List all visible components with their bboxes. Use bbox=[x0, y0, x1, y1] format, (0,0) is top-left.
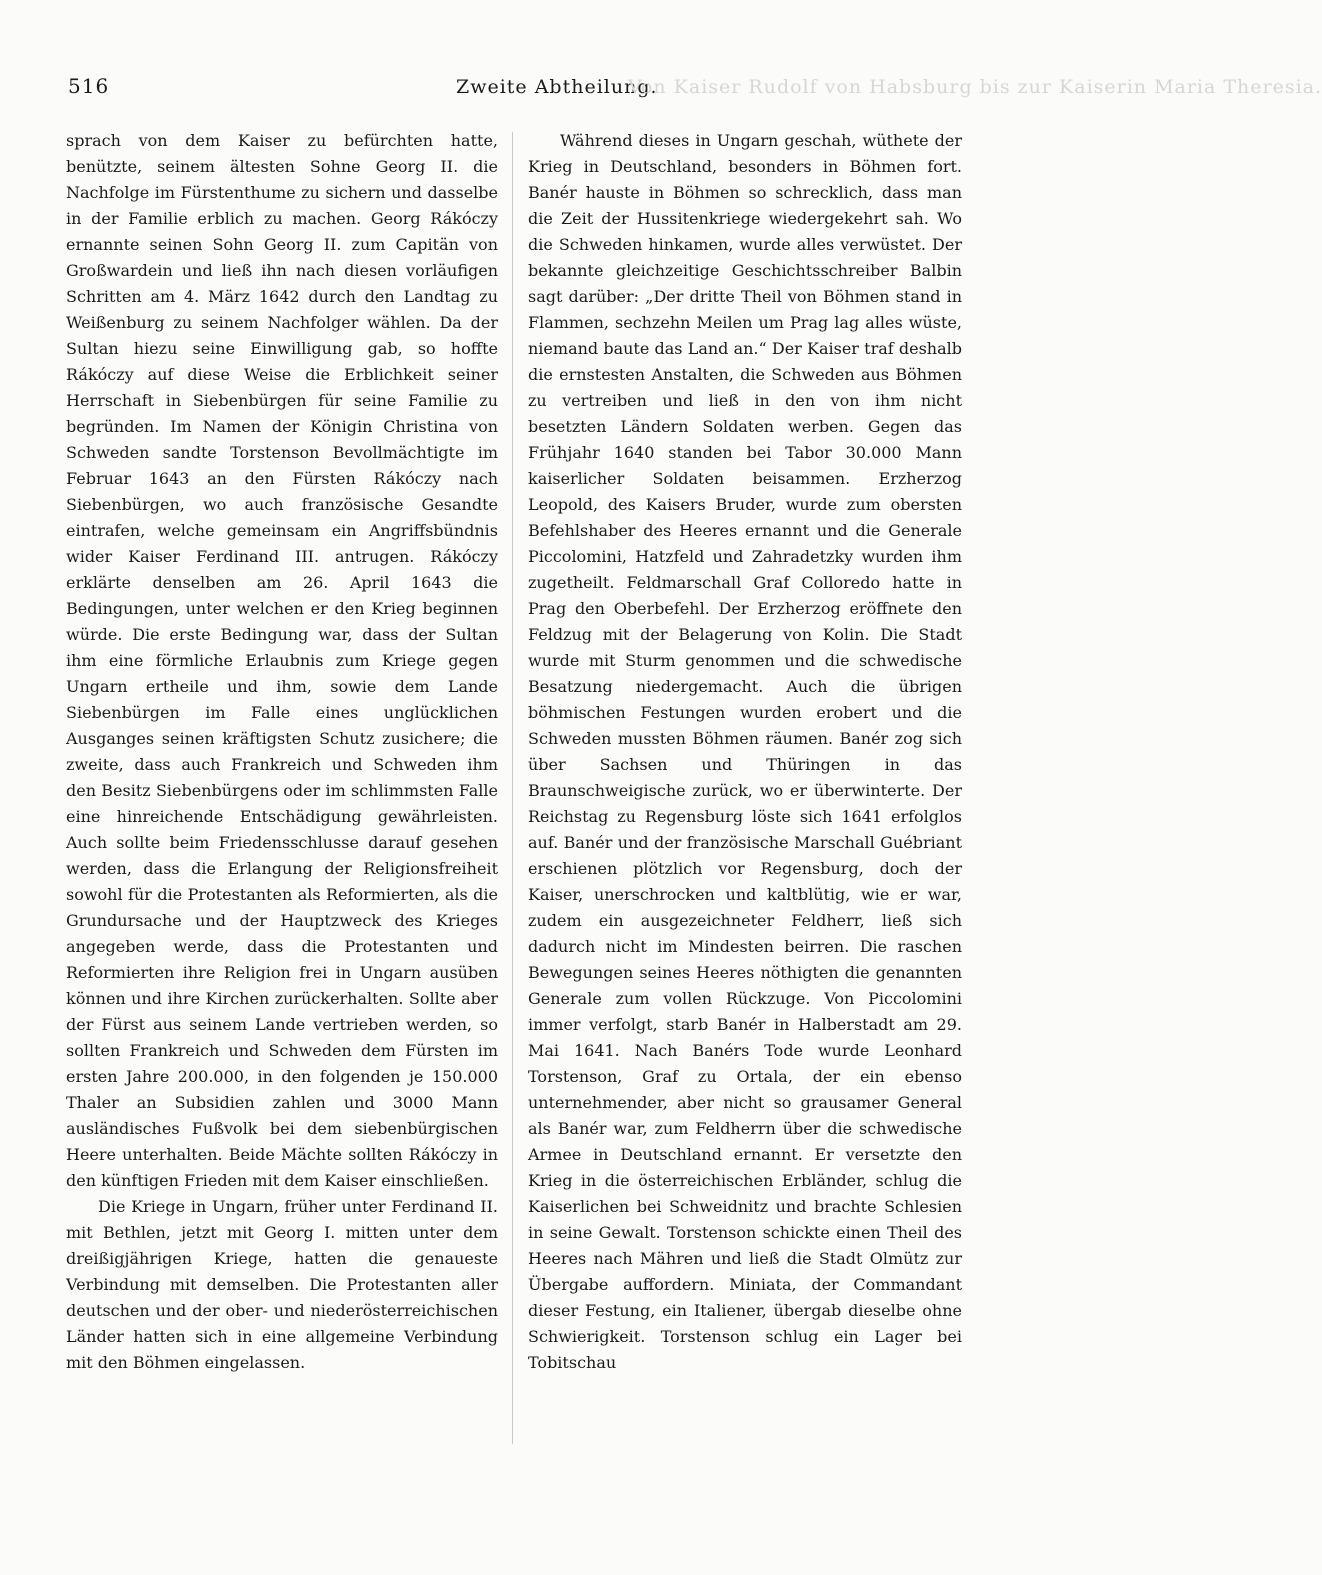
page-number: 516 bbox=[68, 74, 110, 98]
column-divider bbox=[512, 132, 513, 1444]
paragraph: Während dieses in Ungarn geschah, wüthete der Krieg in Deutschland, besonders in Böhmen fort. Banér hauste in Böhmen so schrecklich, dass man die Zeit der Hussitenkriege wiedergekehrt sah. Wo die Schweden hinkamen, wurde alles verwüstet. Der bekannte gleichzeitige Geschichtsschreiber Balbin sagt darüber: „Der dritte Theil von Böhmen stand in Flammen, sechzehn Meilen um Prag lag alles wüste, niemand baute das Land an.“ Der Kaiser traf deshalb die ernstesten Anstalten, die Schweden aus Böhmen zu vertreiben und ließ in den von ihm nicht besetzten Ländern Soldaten werben. Gegen das Frühjahr 1640 standen bei Tabor 30.000 Mann kaiserlicher Soldaten beisammen. Erzherzog Leopold, des Kaisers Bruder, wurde zum obersten Befehlshaber des Heeres ernannt und die Generale Piccolomini, Hatzfeld und Zahradetzky wurden ihm zugetheilt. Feldmarschall Graf Colloredo hatte in Prag den Oberbefehl. Der Erzherzog eröffnete den Feldzug mit der Belagerung von Kolin. Die Stadt wurde mit Sturm genommen und die schwedische Besatzung niedergemacht. Auch die übrigen böhmischen Festungen wurden erobert und die Schweden mussten Böhmen räumen. Banér zog sich über Sachsen und Thüringen in das Braunschweigische zurück, wo er überwinterte. Der Reichstag zu Regensburg löste sich 1641 erfolglos auf. Banér und der französische Marschall Guébriant erschienen plötzlich vor Regensburg, doch der Kaiser, unerschrocken und kaltblütig, wie er war, zudem ein ausgezeichneter Feldherr, ließ sich dadurch nicht im Mindesten beirren. Die raschen Bewegungen seines Heeres nöthigten die genannten Generale zum vollen Rückzuge. Von Piccolomini immer verfolgt, starb Banér in Halberstadt am 29. Mai 1641. Nach Banérs Tode wurde Leonhard Torstenson, Graf zu Ortala, der ein ebenso unternehmender, aber nicht so grausamer General als Banér war, zum Feldherrn über die schwedische Armee in Deutschland ernannt. Er versetzte den Krieg in die österreichischen Erbländer, schlug die Kaiserlichen bei Schweidnitz und brachte Schlesien in seine Gewalt. Torstenson schickte einen Theil des Heeres nach Mähren und ließ die Stadt Olmütz zur Übergabe auffordern. Miniata, der Commandant dieser Festung, ein Italiener, übergab dieselbe ohne Schwierigkeit. Torstenson schlug ein Lager bei Tobitschau bbox=[528, 131, 962, 1372]
paragraph: sprach von dem Kaiser zu befürchten hatte, benützte, seinem ältesten Sohne Georg II. die Nachfolge im Fürstenthume zu sichern und dasselbe in der Familie erblich zu machen. Georg Rákóczy ernannte seinen Sohn Georg II. zum Capitän von Großwardein und ließ ihn nach diesen vorläufigen Schritten am 4. März 1642 durch den Landtag zu Weißenburg zu seinem Nachfolger wählen. Da der Sultan hiezu seine Einwilligung gab, so hoffte Rákóczy auf diese Weise die Erblichkeit seiner Herrschaft in Siebenbürgen für seine Familie zu begründen. Im Namen der Königin Christina von Schweden sandte Torstenson Bevollmächtigte im Februar 1643 an den Fürsten Rákóczy nach Siebenbürgen, wo auch französische Gesandte eintrafen, welche gemeinsam ein Angriffsbündnis wider Kaiser Ferdinand III. antrugen. Rákóczy erklärte denselben am 26. April 1643 die Bedingungen, unter welchen er den Krieg beginnen würde. Die erste Bedingung war, dass der Sultan ihm eine förmliche Erlaubnis zum Kriege gegen Ungarn ertheile und ihm, sowie dem Lande Siebenbürgen im Falle eines unglücklichen Ausganges seinen kräftigsten Schutz zusichere; die zweite, dass auch Frankreich und Schweden ihm den Besitz Siebenbürgens oder im schlimmsten Falle eine hinreichende Entschädigung gewährleisten. Auch sollte beim Friedensschlusse darauf gesehen werden, dass die Erlangung der Religionsfreiheit sowohl für die Protestanten als Reformierten, als die Grundursache und der Hauptzweck des Krieges angegeben werde, dass die Protestanten und Reformierten ihre Religion frei in Ungarn ausüben können und ihre Kirchen zurückerhalten. Sollte aber der Fürst aus seinem Lande vertrieben werden, so sollten Frankreich und Schweden dem Fürsten im ersten Jahre 200.000, in den folgenden je 150.000 Thaler an Subsidien zahlen und 3000 Mann ausländisches Fußvolk bei dem siebenbürgischen Heere unterhalten. Beide Mächte sollten Rákóczy in den künftigen Frieden mit dem Kaiser einschließen. bbox=[66, 131, 498, 1190]
right-column bbox=[528, 128, 962, 1376]
bleed-through-text: Von Kaiser Rudolf von Habsburg bis zur Kaiserin Maria Theresia. bbox=[628, 76, 1322, 98]
running-head: Zweite Abtheilung. bbox=[456, 76, 658, 98]
page-header bbox=[68, 74, 1322, 104]
left-column bbox=[66, 128, 498, 1376]
paragraph: Die Kriege in Ungarn, früher unter Ferdinand II. mit Bethlen, jetzt mit Georg I. mitten unter dem dreißigjährigen Kriege, hatten die genaueste Verbindung mit demselben. Die Protestanten aller deutschen und der ober- und niederösterreichischen Länder hatten sich in eine allgemeine Verbindung mit den Böhmen eingelassen. bbox=[66, 1197, 498, 1372]
